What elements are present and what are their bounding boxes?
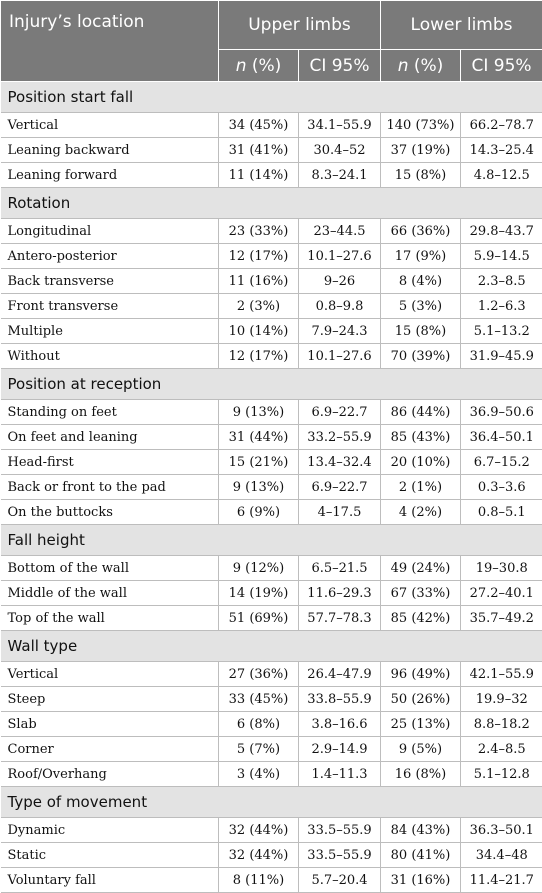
table-row — [1, 868, 542, 893]
upper-n-cell: 12 (17%) — [219, 344, 299, 369]
row-label: Without — [1, 344, 219, 369]
row-label: Back or front to the pad — [1, 475, 219, 500]
lower-n-cell: 70 (39%) — [381, 344, 461, 369]
upper-n-cell: 27 (36%) — [219, 662, 299, 687]
upper-n-cell: 12 (17%) — [219, 244, 299, 269]
table-row — [1, 163, 542, 188]
row-label: Vertical — [1, 662, 219, 687]
lower-ci-cell: 0.8–5.1 — [461, 500, 542, 525]
upper-ci-cell: 7.9–24.3 — [299, 319, 381, 344]
lower-ci-cell: 14.3–25.4 — [461, 138, 542, 163]
lower-n-cell: 5 (3%) — [381, 294, 461, 319]
lower-n-cell: 67 (33%) — [381, 581, 461, 606]
row-label: Slab — [1, 712, 219, 737]
upper-n-cell: 6 (9%) — [219, 500, 299, 525]
lower-ci-cell: 36.9–50.6 — [461, 400, 542, 425]
table-row — [1, 344, 542, 369]
section-row — [1, 525, 542, 556]
section-title: Wall type — [1, 631, 542, 662]
lower-ci-cell: 34.4–48 — [461, 843, 542, 868]
table-row — [1, 581, 542, 606]
upper-n-cell: 33 (45%) — [219, 687, 299, 712]
table-row — [1, 319, 542, 344]
upper-ci-cell: 10.1–27.6 — [299, 244, 381, 269]
row-label: Standing on feet — [1, 400, 219, 425]
upper-ci-cell: 10.1–27.6 — [299, 344, 381, 369]
lower-ci-cell: 6.7–15.2 — [461, 450, 542, 475]
upper-limbs-header: Upper limbs — [219, 1, 381, 50]
row-label: Dynamic — [1, 818, 219, 843]
row-label: Static — [1, 843, 219, 868]
lower-n-cell: 16 (8%) — [381, 762, 461, 787]
upper-n-cell: 31 (44%) — [219, 425, 299, 450]
lower-n-header: n (%) — [381, 50, 461, 82]
lower-n-cell: 31 (16%) — [381, 868, 461, 893]
upper-ci-cell: 33.8–55.9 — [299, 687, 381, 712]
lower-ci-cell: 42.1–55.9 — [461, 662, 542, 687]
section-title: Rotation — [1, 188, 542, 219]
table-body — [1, 82, 542, 893]
table-row — [1, 712, 542, 737]
row-label: Back transverse — [1, 269, 219, 294]
section-row — [1, 188, 542, 219]
table-row — [1, 687, 542, 712]
lower-n-cell: 96 (49%) — [381, 662, 461, 687]
lower-n-cell: 2 (1%) — [381, 475, 461, 500]
lower-ci-header: CI 95% — [461, 50, 542, 82]
lower-n-cell: 86 (44%) — [381, 400, 461, 425]
row-label: Top of the wall — [1, 606, 219, 631]
section-title: Fall height — [1, 525, 542, 556]
lower-ci-cell: 11.4–21.7 — [461, 868, 542, 893]
upper-ci-cell: 2.9–14.9 — [299, 737, 381, 762]
section-row — [1, 82, 542, 113]
lower-n-cell: 85 (43%) — [381, 425, 461, 450]
row-label: Steep — [1, 687, 219, 712]
lower-n-cell: 50 (26%) — [381, 687, 461, 712]
lower-ci-cell: 5.1–12.8 — [461, 762, 542, 787]
upper-ci-cell: 26.4–47.9 — [299, 662, 381, 687]
upper-ci-cell: 13.4–32.4 — [299, 450, 381, 475]
table-row — [1, 219, 542, 244]
lower-n-cell: 17 (9%) — [381, 244, 461, 269]
table-row — [1, 818, 542, 843]
lower-limbs-header: Lower limbs — [381, 1, 542, 50]
row-label: Leaning forward — [1, 163, 219, 188]
section-title: Type of movement — [1, 787, 542, 818]
lower-ci-cell: 31.9–45.9 — [461, 344, 542, 369]
upper-n-cell: 14 (19%) — [219, 581, 299, 606]
lower-ci-cell: 5.9–14.5 — [461, 244, 542, 269]
lower-ci-cell: 29.8–43.7 — [461, 219, 542, 244]
row-label: Head-first — [1, 450, 219, 475]
row-label: Corner — [1, 737, 219, 762]
row-label: Front transverse — [1, 294, 219, 319]
lower-n-cell: 80 (41%) — [381, 843, 461, 868]
table-row — [1, 400, 542, 425]
upper-n-cell: 6 (8%) — [219, 712, 299, 737]
upper-ci-cell: 4–17.5 — [299, 500, 381, 525]
upper-ci-header: CI 95% — [299, 50, 381, 82]
table-row — [1, 606, 542, 631]
upper-n-cell: 31 (41%) — [219, 138, 299, 163]
table-header — [1, 1, 542, 82]
lower-ci-cell: 2.4–8.5 — [461, 737, 542, 762]
upper-n-cell: 34 (45%) — [219, 113, 299, 138]
upper-n-cell: 10 (14%) — [219, 319, 299, 344]
upper-n-cell: 11 (14%) — [219, 163, 299, 188]
table-row — [1, 475, 542, 500]
table-row — [1, 737, 542, 762]
lower-n-cell: 9 (5%) — [381, 737, 461, 762]
section-title: Position start fall — [1, 82, 542, 113]
lower-ci-cell: 1.2–6.3 — [461, 294, 542, 319]
section-title: Position at reception — [1, 369, 542, 400]
upper-ci-cell: 6.9–22.7 — [299, 475, 381, 500]
upper-ci-cell: 57.7–78.3 — [299, 606, 381, 631]
upper-n-cell: 9 (13%) — [219, 400, 299, 425]
section-row — [1, 787, 542, 818]
upper-n-cell: 23 (33%) — [219, 219, 299, 244]
row-label: Antero-posterior — [1, 244, 219, 269]
row-label: Bottom of the wall — [1, 556, 219, 581]
lower-n-cell: 49 (24%) — [381, 556, 461, 581]
upper-ci-cell: 6.5–21.5 — [299, 556, 381, 581]
table-row — [1, 244, 542, 269]
row-label: Leaning backward — [1, 138, 219, 163]
upper-n-cell: 9 (12%) — [219, 556, 299, 581]
upper-n-header: n (%) — [219, 50, 299, 82]
row-label: Voluntary fall — [1, 868, 219, 893]
upper-n-cell: 9 (13%) — [219, 475, 299, 500]
lower-ci-cell: 8.8–18.2 — [461, 712, 542, 737]
table-row — [1, 450, 542, 475]
lower-n-cell: 15 (8%) — [381, 163, 461, 188]
lower-ci-cell: 5.1–13.2 — [461, 319, 542, 344]
upper-ci-cell: 33.2–55.9 — [299, 425, 381, 450]
lower-ci-cell: 66.2–78.7 — [461, 113, 542, 138]
upper-ci-cell: 8.3–24.1 — [299, 163, 381, 188]
lower-ci-cell: 19.9–32 — [461, 687, 542, 712]
lower-ci-cell: 27.2–40.1 — [461, 581, 542, 606]
upper-ci-cell: 3.8–16.6 — [299, 712, 381, 737]
row-label: Vertical — [1, 113, 219, 138]
upper-n-cell: 32 (44%) — [219, 818, 299, 843]
table-row — [1, 662, 542, 687]
lower-ci-cell: 4.8–12.5 — [461, 163, 542, 188]
row-label: On feet and leaning — [1, 425, 219, 450]
lower-n-cell: 4 (2%) — [381, 500, 461, 525]
section-row — [1, 369, 542, 400]
upper-ci-cell: 9–26 — [299, 269, 381, 294]
lower-n-cell: 25 (13%) — [381, 712, 461, 737]
table-row — [1, 113, 542, 138]
lower-ci-cell: 35.7–49.2 — [461, 606, 542, 631]
lower-n-cell: 85 (42%) — [381, 606, 461, 631]
row-label: Roof/Overhang — [1, 762, 219, 787]
upper-ci-cell: 6.9–22.7 — [299, 400, 381, 425]
upper-ci-cell: 34.1–55.9 — [299, 113, 381, 138]
upper-n-cell: 5 (7%) — [219, 737, 299, 762]
upper-n-cell: 8 (11%) — [219, 868, 299, 893]
upper-n-cell: 11 (16%) — [219, 269, 299, 294]
upper-ci-cell: 5.7–20.4 — [299, 868, 381, 893]
table-row — [1, 425, 542, 450]
lower-ci-cell: 2.3–8.5 — [461, 269, 542, 294]
lower-n-cell: 20 (10%) — [381, 450, 461, 475]
injury-location-header: Injury’s location — [1, 1, 219, 82]
lower-n-cell: 140 (73%) — [381, 113, 461, 138]
upper-n-cell: 51 (69%) — [219, 606, 299, 631]
lower-ci-cell: 0.3–3.6 — [461, 475, 542, 500]
table-row — [1, 500, 542, 525]
upper-ci-cell: 11.6–29.3 — [299, 581, 381, 606]
lower-ci-cell: 36.4–50.1 — [461, 425, 542, 450]
lower-n-cell: 15 (8%) — [381, 319, 461, 344]
upper-ci-cell: 33.5–55.9 — [299, 843, 381, 868]
upper-n-cell: 3 (4%) — [219, 762, 299, 787]
table-row — [1, 138, 542, 163]
upper-n-cell: 2 (3%) — [219, 294, 299, 319]
table-row — [1, 556, 542, 581]
row-label: On the buttocks — [1, 500, 219, 525]
table-row — [1, 843, 542, 868]
lower-ci-cell: 19–30.8 — [461, 556, 542, 581]
upper-ci-cell: 0.8–9.8 — [299, 294, 381, 319]
lower-n-cell: 84 (43%) — [381, 818, 461, 843]
row-label: Multiple — [1, 319, 219, 344]
upper-ci-cell: 30.4–52 — [299, 138, 381, 163]
upper-ci-cell: 23–44.5 — [299, 219, 381, 244]
lower-ci-cell: 36.3–50.1 — [461, 818, 542, 843]
row-label: Middle of the wall — [1, 581, 219, 606]
table-row — [1, 269, 542, 294]
section-row — [1, 631, 542, 662]
row-label: Longitudinal — [1, 219, 219, 244]
upper-ci-cell: 33.5–55.9 — [299, 818, 381, 843]
lower-n-cell: 37 (19%) — [381, 138, 461, 163]
table-row — [1, 294, 542, 319]
upper-ci-cell: 1.4–11.3 — [299, 762, 381, 787]
upper-n-cell: 15 (21%) — [219, 450, 299, 475]
lower-n-cell: 8 (4%) — [381, 269, 461, 294]
upper-n-cell: 32 (44%) — [219, 843, 299, 868]
lower-n-cell: 66 (36%) — [381, 219, 461, 244]
table-row — [1, 762, 542, 787]
